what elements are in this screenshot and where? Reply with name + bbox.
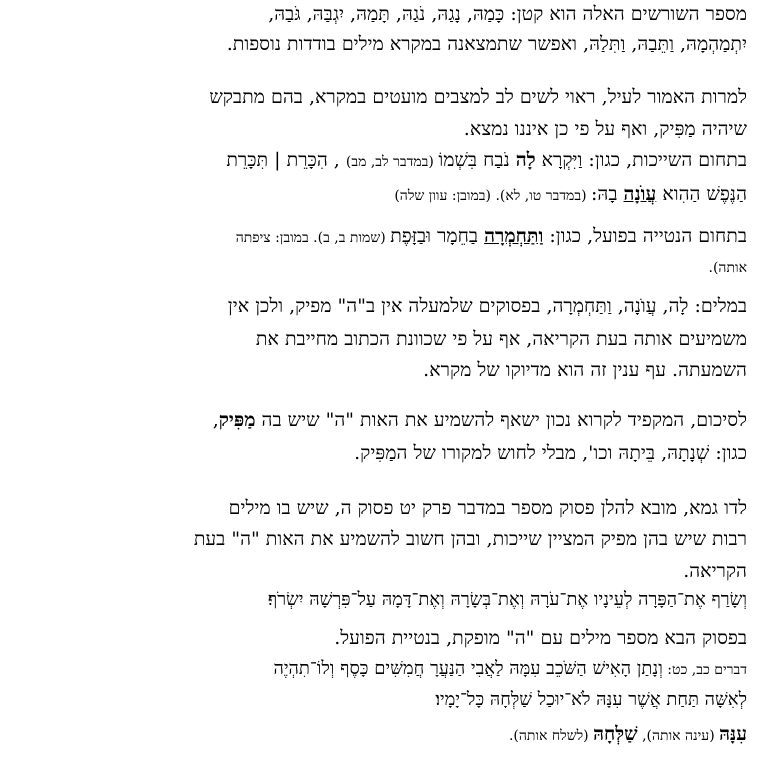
p8-l4-word-1: עִנָּהּ [719, 723, 747, 745]
p3-l2-rest: בָהּ: [591, 183, 624, 205]
paragraph-7-line-2: רבות שיש בהן מפיק המציין שייכות, ובהן חשוב להשמיע את האות "ה" בעת [193, 528, 747, 550]
p6-l1-main: לסיכום, המקפיד לקרוא נכון ישאף להשמיע את האות "ה" שיש בה [255, 409, 747, 431]
p3-l2-word: עֲוֺנָה [623, 183, 657, 205]
paragraph-5-line-1: במלים: לָה, עֲוֺנָה, וַתַּחְמְרָה, בפסוקים שלמעלה אין ב"ה" מפיק, ולכן אין [227, 295, 747, 317]
paragraph-2-line-2: שיהיה מַפִּיק, ואף על פי כן איננו נמצא. [463, 118, 747, 140]
p8-l4-word-2: שַׁלְּחָהּ [593, 723, 638, 745]
p8-l2-main: וְנָתַן הָאִישׁ הַשֹּׁכֵב עִמָּהּ לַאֲבִי הַנַּעֲרָ חֲמִשִּׁים כָּסֶף וְלוֹ־תִהְיֶה [273, 658, 663, 679]
paragraph-4-line-1 [20, 224, 747, 250]
p3-l1-main: בתחום השייכות, כגון: וַיִּקְרָא [535, 149, 747, 171]
paragraph-4-line-2: אותה). [708, 260, 747, 276]
paragraph-6-line-2: כגון: שְׁנָתָהּ, בֵּיתָהּ וכו', מבלי לחוש למקורו של המַפִּיק. [354, 442, 747, 464]
p4-l1-word: וַתַּחְמְרָה [484, 225, 544, 247]
paragraph-2-line-1: למרות האמור לעיל, ראוי לשים לב למצבים מועטים במקרא, בהם מתבקש [209, 86, 747, 108]
paragraph-8-line-4 [20, 722, 747, 748]
paragraph-8-line-2 [20, 657, 747, 682]
p3-l1-word: לָה [515, 149, 536, 171]
paragraph-5-line-2: משמיעים אותה בעת הקריאה, אף על פי שכוונת הכתוב מחייבת את [255, 328, 747, 350]
p3-l2-main: הַנֶּפֶשׁ הַהִוא [656, 183, 747, 205]
p8-l4-ref-2: (לשלח אותה). [508, 728, 594, 744]
paragraph-3-line-1 [20, 148, 747, 174]
paragraph-6-line-1 [20, 408, 747, 432]
p4-l1-main: בתחום הנטייה בפועל, כגון: [543, 225, 747, 247]
p8-l4-ref-1: (עינה אותה), [637, 728, 720, 744]
p6-l1-end: , [212, 409, 219, 431]
p4-l1-ref: (שמות ב, ב). במובן: ציפתה [235, 230, 391, 246]
paragraph-3-line-2 [20, 182, 747, 208]
p3-l1-rest: נֹבַח בִּשְׁמוֹ [438, 149, 516, 171]
paragraph-1-line-1: מספר השורשים האלה הוא קטן: כָּמַהּ, נָגַהּ, נֹגַהּ, תָּמַהּ, יִגְבַּהּ, גֹּבַהּ, [268, 3, 747, 25]
paragraph-8-line-1: בפסוק הבא מספר מילים עם "ה" מופקת, בנטיית הפועל. [334, 627, 747, 649]
p3-l1-tail: , הִכָּרֵת | תִּכָּרֵת [226, 149, 346, 171]
paragraph-1-line-2: יִתְמַהְמָהּ, וַתֵּבַהּ, וַתִּלַהּ, ואפשר שתמצאנה במקרא מילים בודדות נוספות. [226, 33, 747, 55]
p8-l2-ref: דברים כב, כט: [662, 662, 747, 678]
p3-l1-ref: (במדבר לב, מב) [345, 154, 439, 170]
p3-l2-ref: (במדבר טו, לא). (במובן: עוון שלה) [394, 188, 592, 204]
verse-bamidbar-19-5: וְשָׂרַף אֶת־הַפָּרָה לְעֵינָיו אֶת־עֹרָהּ וְאֶת־בְּשָׂרָהּ וְאֶת־דָּמָהּ עַל־פִּרְשָׁהּ יִשְׂרֹף׃ [267, 589, 747, 610]
paragraph-8-line-3: לְאִשָּׁה תַּחַת אֲשֶׁר עִנָּהּ לֹא־יוּכַל שַׁלְּחָהּ כָּל־יָמָיו׃ [435, 689, 747, 710]
paragraph-7-line-1: לדו גמא, מובא להלן פסוק מספר במדבר פרק יט פסוק ה, שיש בו מילים [228, 497, 747, 519]
paragraph-7-line-3: הקריאה. [683, 560, 747, 582]
p4-l1-rest: בַחֵמָר וּבַזָּפֶת [390, 225, 485, 247]
p6-l1-word: מַפִּיק [218, 409, 256, 431]
paragraph-5-line-3: השמעתה. עף ענין זה הוא מדיוקו של מקרא. [423, 359, 747, 381]
